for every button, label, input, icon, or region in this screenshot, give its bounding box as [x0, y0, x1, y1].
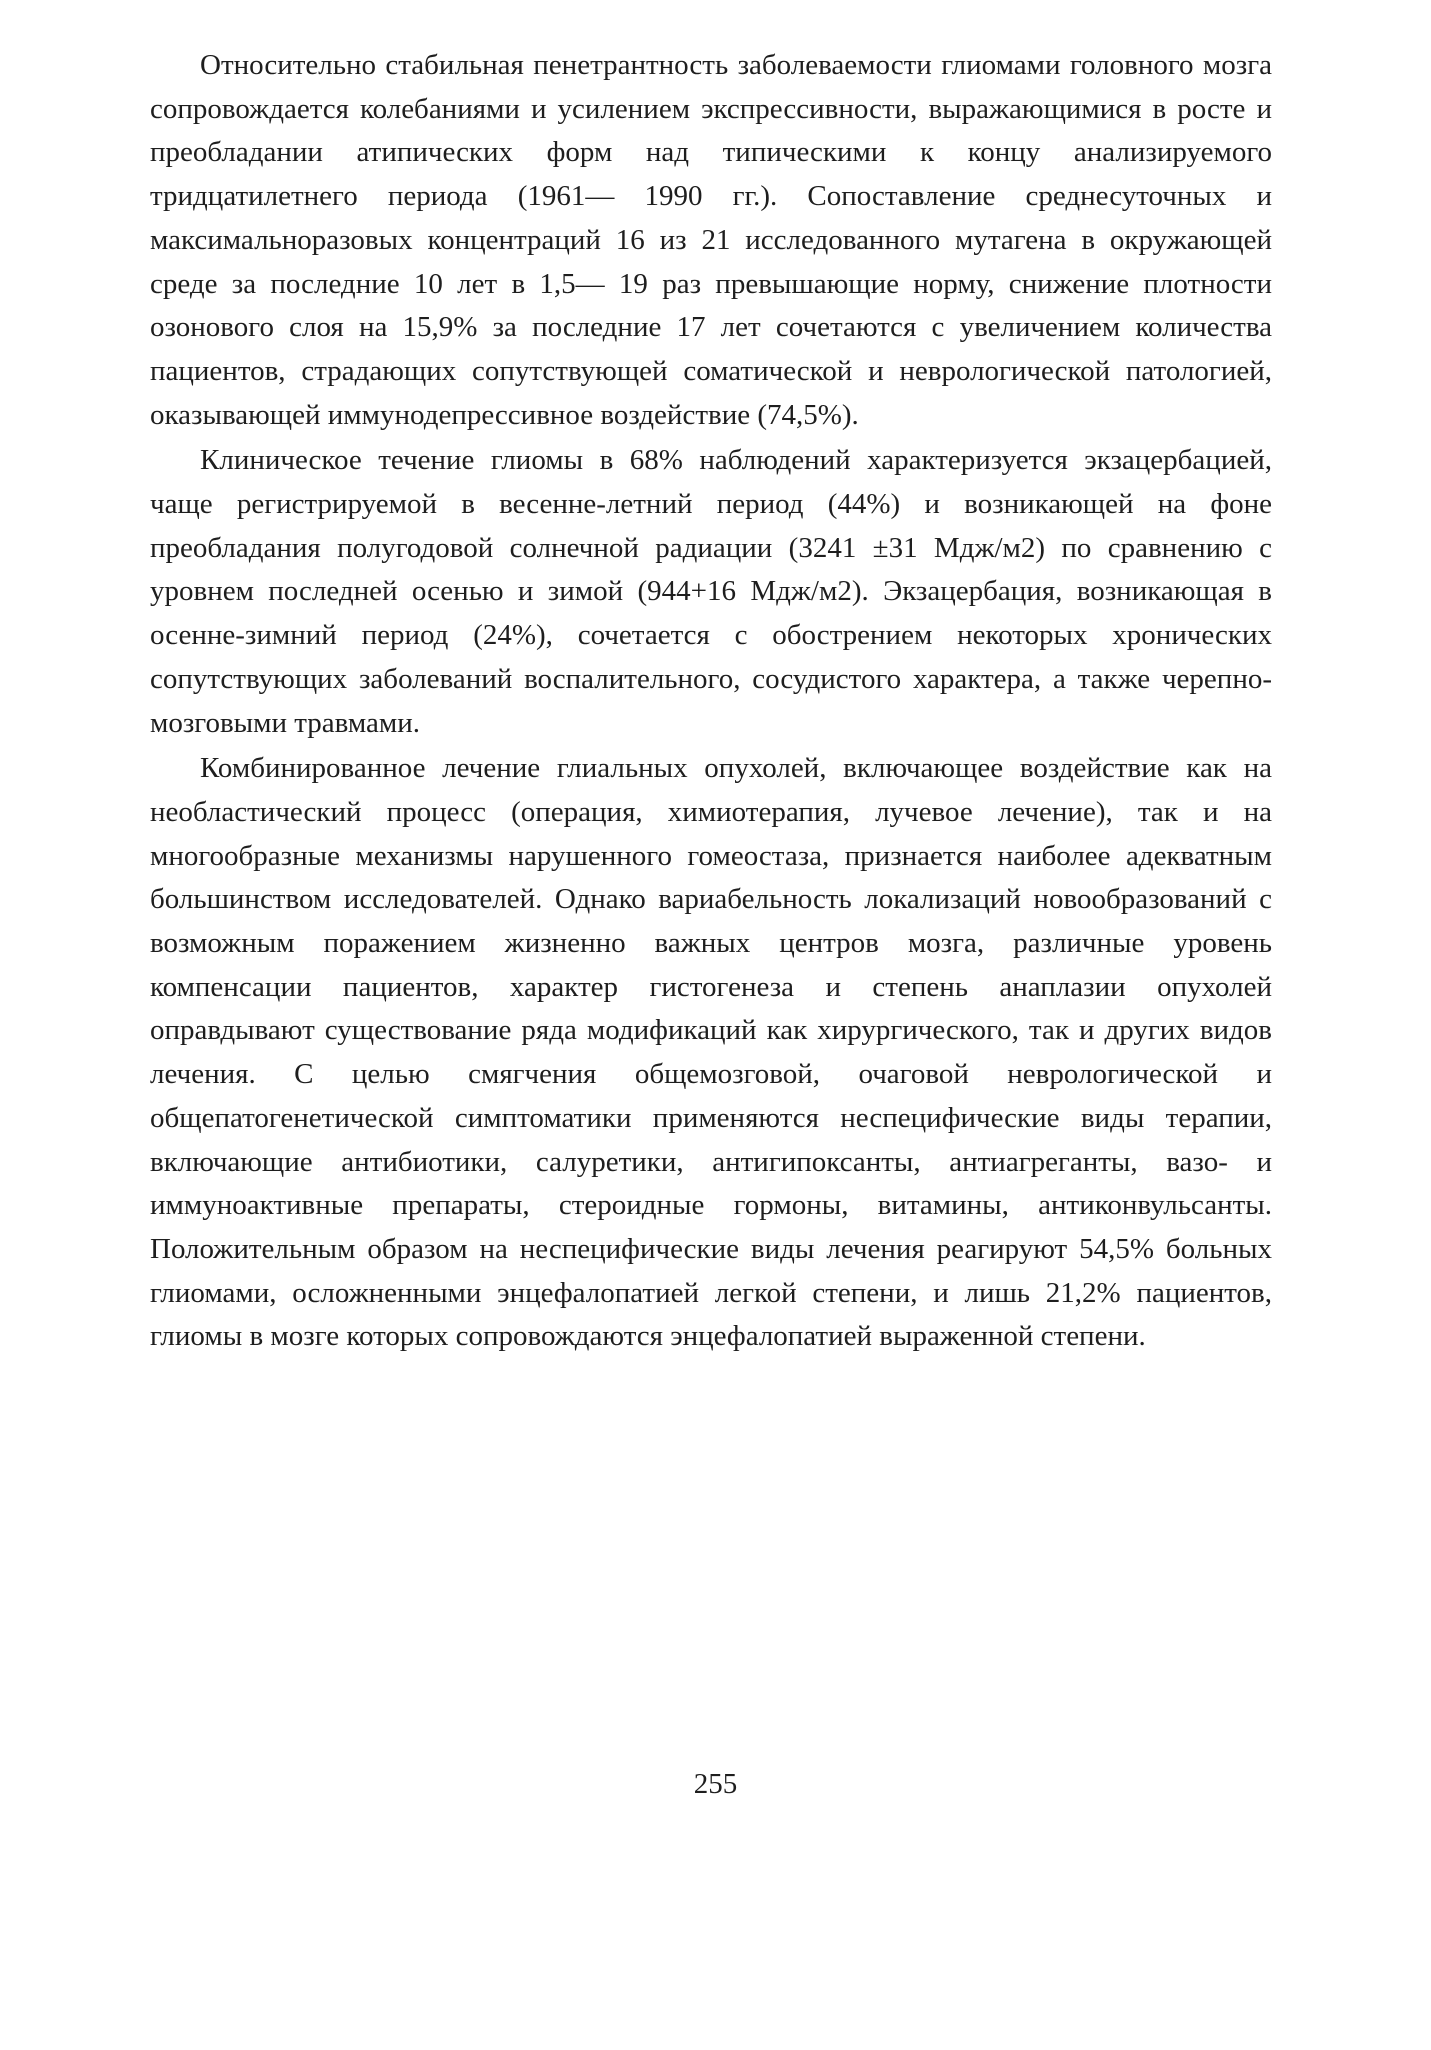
paragraph: Клиническое течение глиомы в 68% наблюдений характеризуется экзацербацией, чаще регистрируемой в весенне-летний период (44%) и возникающей на фоне преобладания полугодовой солнечной радиации (3241 ±31 Мдж/м2) по сравнению с уровнем последней осенью и зимой (944+16 Мдж/м2). Экзацербация, возникающая в осенне-зимний период (24%), сочетается с обострением некоторых хронических сопутствующих заболеваний воспалительного, сосудистого характера, а также черепно-мозговыми травмами.: [150, 444, 1272, 739]
page-number: 255: [693, 1768, 738, 1800]
paragraph: Относительно стабильная пенетрантность заболеваемости глиомами головного мозга сопровождается колебаниями и усилением экспрессивности, выражающимися в росте и преобладании атипических форм над типическими к концу анализируемого тридцатилетнего периода (1961— 1990 гг.). Сопоставление среднесуточных и максимальноразовых концентраций 16 из 21 исследованного мутагена в окружающей среде за последние 10 лет в 1,5— 19 раз превышающие норму, снижение плотности озонового слоя на 15,9% за последние 17 лет сочетаются с увеличением количества пациентов, страдающих сопутствующей соматической и неврологической патологией, оказывающей иммунодепрессивное воздействие (74,5%).: [150, 49, 1272, 431]
paragraph: Комбинированное лечение глиальных опухолей, включающее воздействие как на необластический процесс (операция, химиотерапия, лучевое лечение), так и на многообразные механизмы нарушенного гомеостаза, признается наиболее адекватным большинством исследователей. Однако вариабельность локализаций новообразований с возможным поражением жизненно важных центров мозга, различные уровень компенсации пациентов, характер гистогенеза и степень анаплазии опухолей оправдывают существование ряда модификаций как хирургического, так и других видов лечения. С целью смягчения общемозговой, очаговой неврологической и общепатогенетической симптоматики применяются неспецифические виды терапии, включающие антибиотики, салуретики, антигипоксанты, антиагреганты, вазо- и иммуноактивные препараты, стероидные гормоны, витамины, антиконвульсанты. Положительным образом на неспецифические виды лечения реагируют 54,5% больных глиомами, осложненными энцефалопатией легкой степени, и лишь 21,2% пациентов, глиомы в мозге которых сопровождаются энцефалопатией выраженной степени.: [150, 752, 1272, 1353]
body-text: [150, 44, 1272, 1361]
